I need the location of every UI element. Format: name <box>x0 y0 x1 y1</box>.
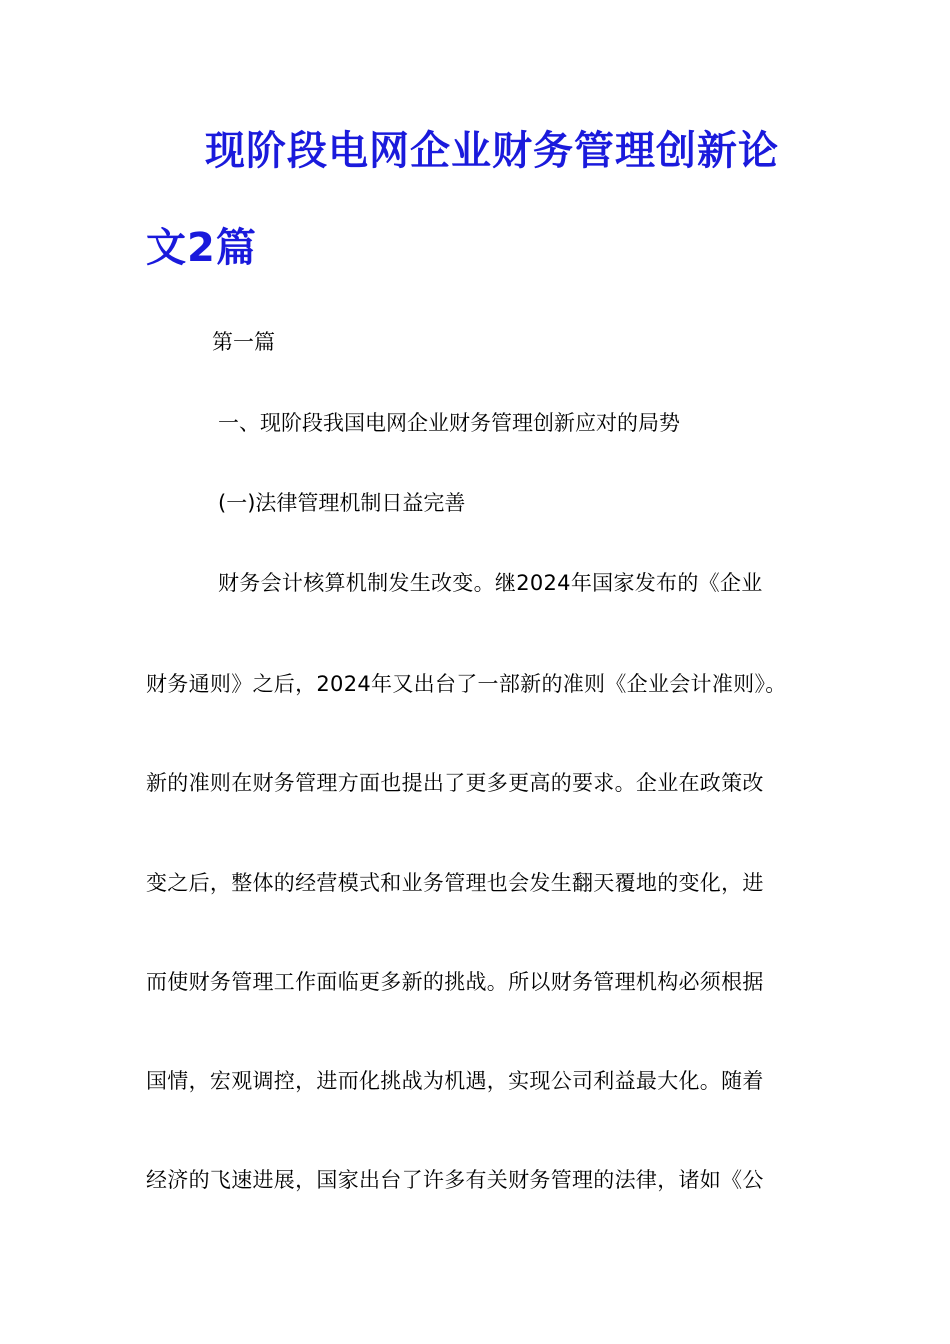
section-heading: 一、现阶段我国电网企业财务管理创新应对的局势 <box>218 411 680 435</box>
document-title-line-2: 文2篇 <box>146 225 257 271</box>
body-line: 财务会计核算机制发生改变。继2024年国家发布的《企业 <box>218 571 763 595</box>
body-line: 经济的飞速进展，国家出台了许多有关财务管理的法律，诸如《公 <box>146 1168 764 1192</box>
body-line: 新的准则在财务管理方面也提出了更多更高的要求。企业在政策改 <box>146 771 764 795</box>
document-title-line-1: 现阶段电网企业财务管理创新论 <box>205 128 779 174</box>
body-line: 变之后，整体的经营模式和业务管理也会发生翻天覆地的变化，进 <box>146 871 764 895</box>
body-line: 财务通则》之后，2024年又出台了一部新的准则《企业会计准则》。 <box>146 672 787 696</box>
body-line: 国情，宏观调控，进而化挑战为机遇，实现公司利益最大化。随着 <box>146 1069 764 1093</box>
section-label: 第一篇 <box>212 330 275 354</box>
subsection-heading: (一)法律管理机制日益完善 <box>218 491 466 515</box>
body-line: 而使财务管理工作面临更多新的挑战。所以财务管理机构必须根据 <box>146 970 764 994</box>
